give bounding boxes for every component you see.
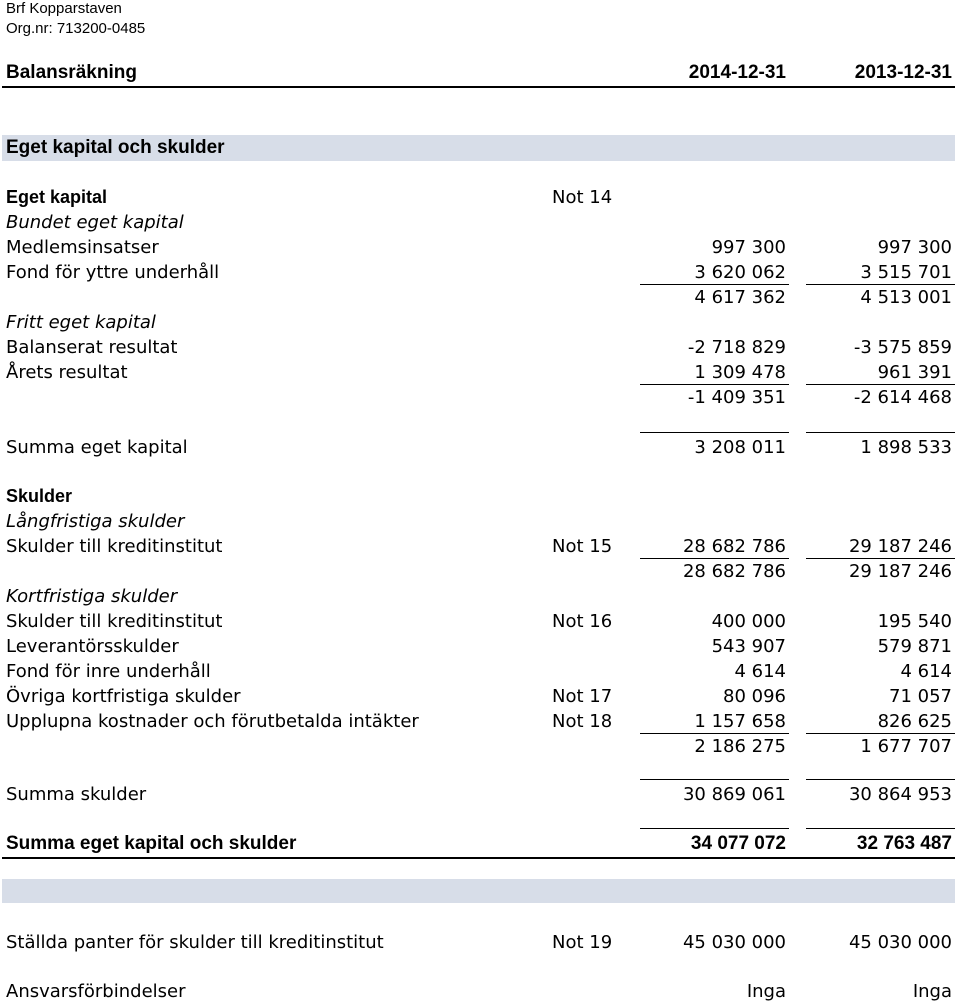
title-divider (2, 86, 955, 88)
title-row (0, 60, 960, 85)
kort-heading: Kortfristiga skulder (6, 586, 178, 607)
bundet-heading: Bundet eget kapital (6, 212, 184, 233)
table-row (0, 235, 960, 260)
subtotal-row (0, 285, 960, 310)
row-value-2014: 3 620 062 (694, 262, 786, 283)
row-note: Not 17 (552, 686, 613, 707)
row-note: Not 18 (552, 711, 613, 732)
sum-2014: 30 869 061 (682, 784, 786, 805)
row-value-2014: 543 907 (711, 636, 786, 657)
fritt-heading: Fritt eget kapital (6, 312, 156, 333)
panter-2014: 45 030 000 (682, 932, 786, 953)
total-divider (2, 857, 955, 859)
ansvar-2013: Inga (912, 981, 952, 1002)
row-label: Medlemsinsatser (6, 237, 159, 258)
ek-heading-row (0, 185, 960, 210)
row-label: Skulder till kreditinstitut (6, 536, 223, 557)
bundet-row (0, 210, 960, 235)
row-value-2013: -3 575 859 (853, 337, 952, 358)
row-value-2014: 80 096 (723, 686, 786, 707)
subtotal-2014: -1 409 351 (687, 387, 786, 408)
row-label: Övriga kortfristiga skulder (6, 686, 241, 707)
ansvar-2014: Inga (746, 981, 786, 1002)
sk-heading-row (0, 484, 960, 509)
subtotal-2013: 4 513 001 (860, 287, 952, 308)
sk-heading: Skulder (6, 486, 73, 506)
row-note: Not 15 (552, 536, 613, 557)
row-value-2014: -2 718 829 (687, 337, 786, 358)
sum-2013: 1 898 533 (860, 437, 952, 458)
table-row (0, 709, 960, 734)
row-value-2013: 195 540 (877, 611, 952, 632)
row-value-2013: 579 871 (877, 636, 952, 657)
underline (640, 779, 789, 780)
panter-label: Ställda panter för skulder till kreditinstitut (6, 932, 384, 953)
subtotal-2014: 28 682 786 (682, 561, 786, 582)
row-label: Upplupna kostnader och förutbetalda intäkter (6, 711, 419, 732)
subtotal-2014: 2 186 275 (694, 736, 786, 757)
table-row (0, 335, 960, 360)
table-row (0, 634, 960, 659)
lang-heading: Långfristiga skulder (6, 511, 185, 532)
table-row (0, 260, 960, 285)
total-2014: 34 077 072 (690, 833, 786, 854)
subtotal-row (0, 559, 960, 584)
total-2013: 32 763 487 (856, 833, 952, 854)
panter-note: Not 19 (552, 932, 613, 953)
org-number: Org.nr: 713200-0485 (6, 20, 146, 37)
ek-note: Not 14 (552, 187, 613, 208)
table-row (0, 659, 960, 684)
underline (806, 828, 955, 829)
row-value-2014: 1 309 478 (694, 362, 786, 383)
row-note: Not 16 (552, 611, 613, 632)
row-value-2014: 28 682 786 (682, 536, 786, 557)
subtotal-row (0, 385, 960, 410)
section-row (0, 135, 960, 160)
subtotal-2014: 4 617 362 (694, 287, 786, 308)
row-label: Fond för inre underhåll (6, 661, 211, 682)
sum-row (0, 435, 960, 460)
year-2014: 2014-12-31 (688, 62, 786, 83)
row-label: Fond för yttre underhåll (6, 262, 220, 283)
table-row (0, 360, 960, 385)
underline (806, 779, 955, 780)
section-title: Eget kapital och skulder (6, 137, 225, 158)
row-value-2013: 997 300 (877, 237, 952, 258)
row-value-2013: 29 187 246 (848, 536, 952, 557)
underline (806, 432, 955, 433)
sum-2014: 3 208 011 (694, 437, 786, 458)
bottom-band (2, 879, 955, 903)
lang-row (0, 509, 960, 534)
panter-2013: 45 030 000 (848, 932, 952, 953)
subtotal-row (0, 734, 960, 759)
subtotal-2013: 1 677 707 (860, 736, 952, 757)
sum-2013: 30 864 953 (848, 784, 952, 805)
page-title: Balansräkning (6, 62, 137, 83)
subtotal-2013: 29 187 246 (848, 561, 952, 582)
total-label: Summa eget kapital och skulder (6, 833, 297, 854)
row-value-2013: 3 515 701 (860, 262, 952, 283)
org-name: Brf Kopparstaven (6, 0, 122, 17)
underline (640, 432, 789, 433)
year-2013: 2013-12-31 (854, 62, 952, 83)
row-value-2014: 400 000 (711, 611, 786, 632)
row-label: Skulder till kreditinstitut (6, 611, 223, 632)
row-value-2014: 997 300 (711, 237, 786, 258)
sum-row (0, 782, 960, 807)
kort-row (0, 584, 960, 609)
table-row (0, 534, 960, 559)
row-value-2014: 1 157 658 (694, 711, 786, 732)
row-value-2013: 826 625 (877, 711, 952, 732)
row-value-2013: 4 614 (900, 661, 952, 682)
row-label: Leverantörsskulder (6, 636, 179, 657)
table-row (0, 609, 960, 634)
row-value-2013: 71 057 (889, 686, 952, 707)
ansvar-row (0, 979, 960, 1004)
sum-label: Summa eget kapital (6, 437, 188, 458)
table-row (0, 684, 960, 709)
panter-row (0, 930, 960, 955)
row-label: Årets resultat (6, 362, 128, 383)
ansvar-label: Ansvarsförbindelser (6, 981, 186, 1002)
underline (640, 828, 789, 829)
ek-heading: Eget kapital (6, 187, 108, 207)
total-row (0, 831, 960, 856)
fritt-row (0, 310, 960, 335)
subtotal-2013: -2 614 468 (853, 387, 952, 408)
row-label: Balanserat resultat (6, 337, 178, 358)
row-value-2013: 961 391 (877, 362, 952, 383)
sum-label: Summa skulder (6, 784, 147, 805)
row-value-2014: 4 614 (734, 661, 786, 682)
